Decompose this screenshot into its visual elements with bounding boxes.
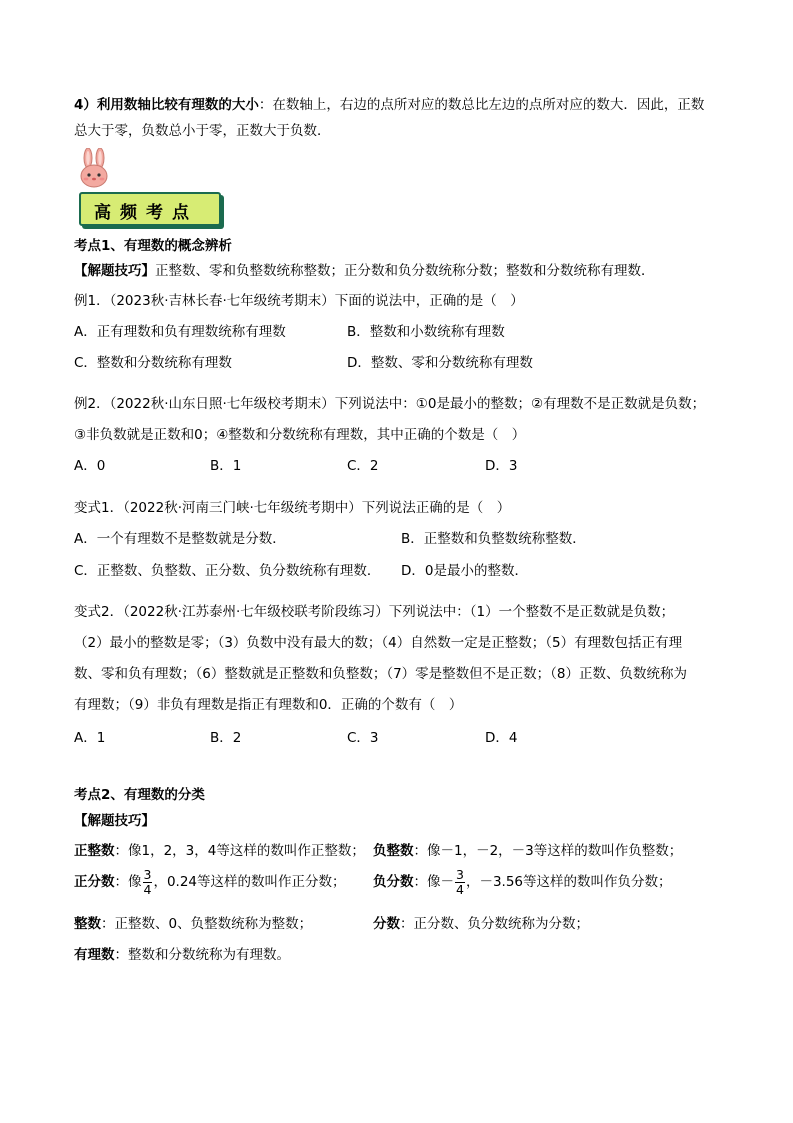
var1-option-a: A．一个有理数不是整数就是分数． <box>74 531 286 547</box>
k2-title: 考点2、有理数的分类 <box>74 787 205 803</box>
k2-neg-frac <box>373 866 672 898</box>
ex2-option-d: D．3 <box>485 458 518 474</box>
k2-tip-label: 【解题技巧】 <box>74 813 155 829</box>
int-label: 整数 <box>74 916 101 932</box>
ex1-option-b: B．整数和小数统称有理数 <box>347 324 505 340</box>
var2-option-c: C．3 <box>347 730 379 746</box>
high-frequency-banner <box>77 186 220 226</box>
ex2-line-2: ③非负数就是正数和0；④整数和分数统称有理数，其中正确的个数是（ ） <box>74 427 526 443</box>
k2-int <box>74 914 312 934</box>
rational-text: ：整数和分数统称为有理数。 <box>114 947 290 963</box>
pos-frac-pre: ：像 <box>114 874 142 890</box>
banner-text: 高频考点 <box>94 203 198 223</box>
ex1-option-c: C．整数和分数统称有理数 <box>74 355 232 371</box>
pos-frac-denominator: 4 <box>143 881 152 897</box>
k1-tip-text: 正整数、零和负整数统称整数；正分数和负分数统称分数；整数和分数统称有理数． <box>155 263 655 279</box>
var2-line-3: 数、零和负有理数；（6）整数就是正整数和负整数；（7）零是整数但不是正数；（8）正数、负数统称为 <box>74 666 688 682</box>
neg-frac-numerator: 3 <box>456 866 464 882</box>
frac-text: ：正分数、负分数统称为分数； <box>400 916 589 932</box>
k2-rational <box>74 945 290 965</box>
pos-frac-fraction <box>143 868 153 897</box>
neg-frac-post: ，－3.56等这样的数叫作负分数； <box>465 874 672 890</box>
intro-text-2: 总大于零，负数总小于零，正数大于负数． <box>74 123 331 139</box>
k1-tip-label: 【解题技巧】 <box>74 263 155 279</box>
ex1-option-a: A．正有理数和负有理数统称有理数 <box>74 324 286 340</box>
k2-frac <box>373 914 589 934</box>
var1-option-c: C．正整数、负整数、正分数、负分数统称有理数． <box>74 563 381 579</box>
ex2-option-c: C．2 <box>347 458 379 474</box>
var2-option-a: A．1 <box>74 730 106 746</box>
ex2-option-a: A．0 <box>74 458 106 474</box>
intro-text-1: ：在数轴上，右边的点所对应的数总比左边的点所对应的数大．因此，正数 <box>258 97 705 113</box>
var2-line-4: 有理数；（9）非负有理数是指正有理数和0．正确的个数有（ ） <box>74 697 463 713</box>
var1-option-b: B．正整数和负整数统称整数． <box>401 531 586 547</box>
frac-label: 分数 <box>373 916 400 932</box>
k2-neg-int <box>373 841 682 861</box>
ex1-stem: 例1．（2023秋·吉林长春·七年级统考期末）下面的说法中，正确的是（ ） <box>74 293 524 309</box>
var1-stem: 变式1．（2022秋·河南三门峡·七年级统考期中）下列说法正确的是（ ） <box>74 500 511 516</box>
neg-frac-fraction <box>455 868 465 897</box>
pos-frac-label: 正分数 <box>74 874 115 890</box>
neg-frac-pre: ：像－ <box>413 874 454 890</box>
neg-int-text: ：像－1，－2，－3等这样的数叫作负整数； <box>413 843 683 859</box>
var2-line-2: （2）最小的整数是零；（3）负数中没有最大的数；（4）自然数一定是正整数；（5）有理数包括正有理 <box>74 635 683 651</box>
neg-frac-label: 负分数 <box>373 874 414 890</box>
k1-tip <box>74 261 655 281</box>
var2-option-d: D．4 <box>485 730 518 746</box>
k2-pos-frac <box>74 866 346 898</box>
intro-line-1 <box>74 95 704 115</box>
neg-frac-denominator: 4 <box>456 881 464 897</box>
var2-option-b: B．2 <box>210 730 242 746</box>
intro-label: 4）利用数轴比较有理数的大小 <box>74 97 259 113</box>
int-text: ：正整数、0、负整数统称为整数； <box>101 916 313 932</box>
pos-int-text: ：像1，2，3，4等这样的数叫作正整数； <box>114 843 365 859</box>
k2-pos-int <box>74 841 365 861</box>
pos-frac-numerator: 3 <box>143 866 152 882</box>
var2-line-1: 变式2．（2022秋·江苏泰州·七年级校联考阶段练习）下列说法中：（1）一个整数不是正数就是负数； <box>74 604 675 620</box>
rational-label: 有理数 <box>74 947 115 963</box>
neg-int-label: 负整数 <box>373 843 414 859</box>
pos-frac-post: ，0.24等这样的数叫作正分数； <box>153 874 346 890</box>
k1-title: 考点1、有理数的概念辨析 <box>74 238 232 254</box>
ex2-line-1: 例2．（2022秋·山东日照·七年级校考期末）下列说法中：①0是最小的整数；②有理数不是正数就是负数； <box>74 396 706 412</box>
ex2-option-b: B．1 <box>210 458 242 474</box>
ex1-option-d: D．整数、零和分数统称有理数 <box>347 355 533 371</box>
pos-int-label: 正整数 <box>74 843 115 859</box>
var1-option-d: D．0是最小的整数． <box>401 563 528 579</box>
